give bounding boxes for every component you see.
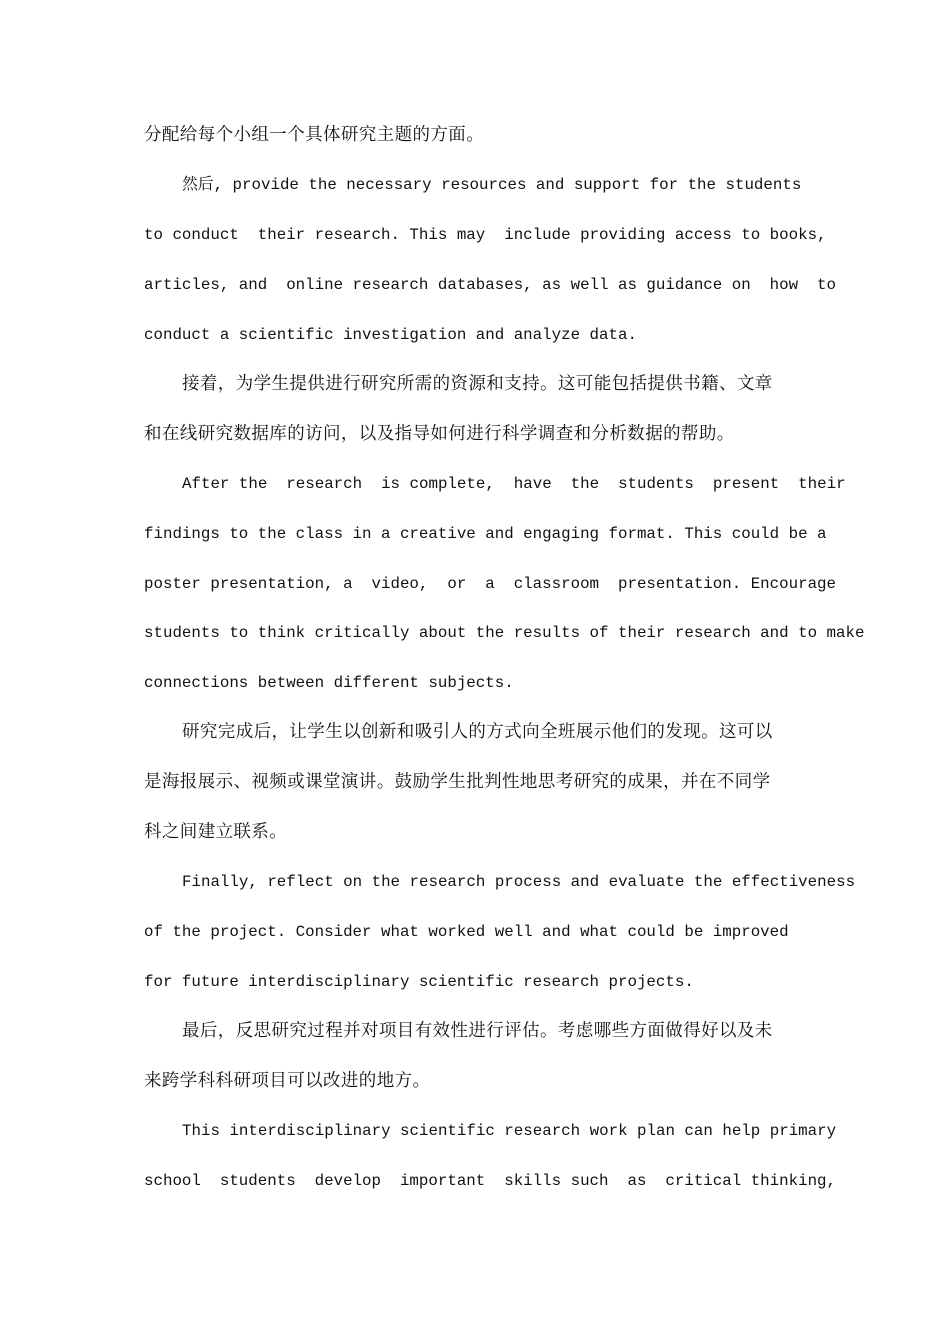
paragraph-line: 最后，反思研究过程并对项目有效性进行评估。考虑哪些方面做得好以及未 [182,1021,773,1041]
text-line: 分配给每个小组一个具体研究主题的方面。 [144,125,485,145]
paragraph-line: 接着，为学生提供进行研究所需的资源和支持。这可能包括提供书籍、文章 [182,374,773,394]
text-line: to conduct their research. This may include providing access to books, [144,226,827,244]
text-line: conduct a scientific investigation and analyze data. [144,326,637,344]
text-line: 科之间建立联系。 [144,822,288,842]
text-line: for future interdisciplinary scientific research projects. [144,973,694,991]
text-line: articles, and online research databases, as well as guidance on how to [144,276,837,294]
text-line: of the project. Consider what worked well and what could be improved [144,923,789,941]
text-line: findings to the class in a creative and engaging format. This could be a [144,525,827,543]
paragraph-line: Finally, reflect on the research process and evaluate the effectiveness [182,873,856,891]
text-line: 是海报展示、视频或课堂演讲。鼓励学生批判性地思考研究的成果，并在不同学 [144,772,771,792]
text-line: students to think critically about the results of their research and to make [144,624,865,642]
text-line: school students develop important skills such as critical thinking, [144,1172,837,1190]
paragraph-line: 然后, provide the necessary resources and support for the students [182,176,802,194]
text-line: 来跨学科科研项目可以改进的地方。 [144,1071,431,1091]
paragraph-line: After the research is complete, have the students present their [182,475,846,493]
paragraph-line: This interdisciplinary scientific research work plan can help primary [182,1122,837,1140]
text-line: connections between different subjects. [144,674,514,692]
text-line: 和在线研究数据库的访问，以及指导如何进行科学调查和分析数据的帮助。 [144,424,735,444]
text-line: poster presentation, a video, or a classroom presentation. Encourage [144,575,837,593]
paragraph-line: 研究完成后，让学生以创新和吸引人的方式向全班展示他们的发现。这可以 [182,722,773,742]
